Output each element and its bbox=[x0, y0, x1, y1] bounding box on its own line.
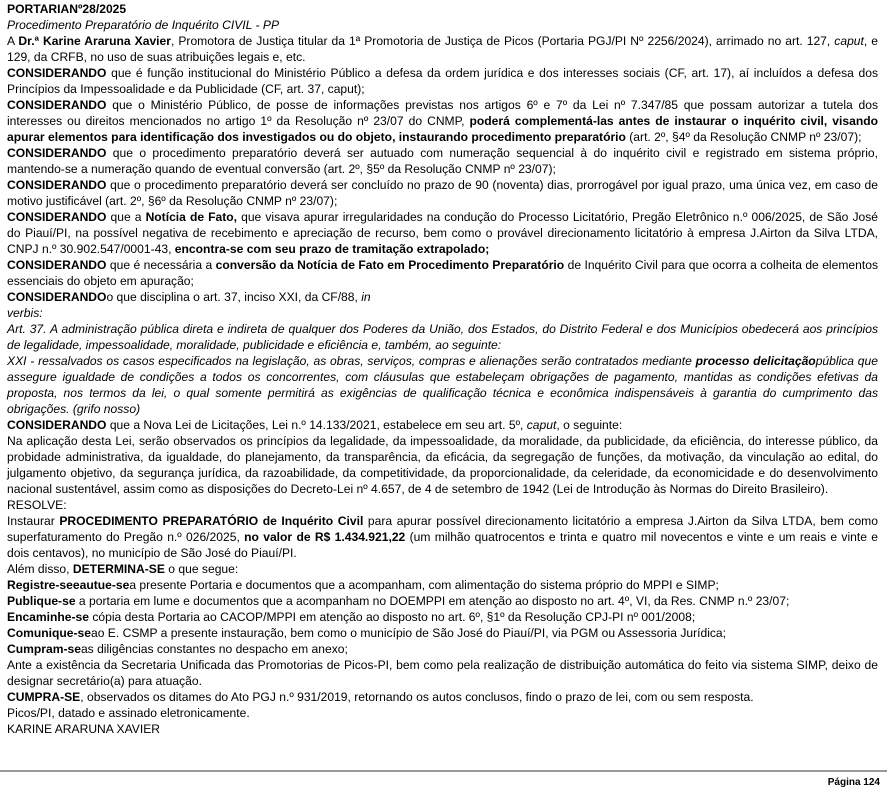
considerando-label: CONSIDERANDO bbox=[7, 98, 107, 112]
determinacao-4-text: ao E. CSMP a presente instauração, bem como o município de São José do Piauí/PI, via PGM ou Assessoria Jurídica; bbox=[91, 626, 727, 640]
considerando-5-a: que a bbox=[106, 210, 146, 224]
determinacao-7-bold: CUMPRA-SE bbox=[7, 690, 81, 704]
instaurar-c: (um milhão quatrocentos e trinta e quatro mil novecentos e vinte e um reais e vinte e dois centavos), no município de São José do Piauí/PI. bbox=[7, 530, 878, 560]
quote-art37: Art. 37. A administração pública direta e indireta de qualquer dos Poderes da União, dos Estados, do Distrito Federal e dos Municípios obedecerá aos princípios de legalidade, impessoalidade, moralidade, publicidade e eficiência e, também, ao seguinte: bbox=[7, 322, 878, 352]
considerando-2-a: que o Ministério Público, de posse de informações previstas nos artigos 6º e 7º da Lei nº 7.347/85 que possam autorizar a tutela dos interesses ou direitos mencionados no artigo 1º da Resolução nº 23/07 do CNMP, bbox=[7, 98, 878, 128]
considerando-6 bbox=[7, 257, 878, 289]
considerando-8 bbox=[7, 417, 878, 433]
determinacao-1-text: a presente Portaria e documentos que a acompanham, com alimentação do sistema próprio do MPPI e SIMP; bbox=[129, 578, 719, 592]
determinacao-3-bold: Encaminhe-se bbox=[7, 610, 89, 624]
verbis: verbis: bbox=[7, 306, 43, 320]
considerando-2 bbox=[7, 97, 878, 145]
considerando-label: CONSIDERANDO bbox=[7, 258, 107, 272]
quote-art5: Na aplicação desta Lei, serão observados os princípios da legalidade, da impessoalidade, da moralidade, da publicidade, da eficiência, do interesse público, da probidade administrativa, da igualdade, do planejamento, da transparência, da eficácia, da segregação de funções, da motivação, da vinculação ao edital, do julgamento objetivo, da segurança jurídica, da razoabilidade, da competitividade, da proporcionalidade, da celeridade, da economicidade e do desenvolvimento nacional sustentável, assim como as disposições do Decreto-Lei nº 4.657, de 4 de setembro de 1942 (Lei de Introdução às Normas do Direito Brasileiro). bbox=[7, 434, 878, 496]
determinacao-7 bbox=[7, 689, 878, 705]
considerando-4-text: que o procedimento preparatório deverá ser concluído no prazo de 90 (noventa) dias, prorrogável por igual prazo, uma única vez, em caso de motivo justificável (art. 2º, §6º da Resolução CNMP nº 23/07); bbox=[7, 178, 878, 208]
determinacao-5-text: as diligências constantes no despacho em anexo; bbox=[80, 642, 348, 656]
portaria-subtitle: Procedimento Preparatório de Inquérito CIVIL - PP bbox=[7, 18, 280, 32]
considerando-8-b: , o seguinte: bbox=[556, 418, 623, 432]
intro-b: , Promotora de Justiça titular da 1ª Promotoria de Justiça de Picos (Portaria PGJ/PI Nº 2256/2024), arrimado no art. 127, bbox=[170, 34, 835, 48]
alem-a: Além disso, bbox=[7, 562, 73, 576]
considerando-label: CONSIDERANDO bbox=[7, 66, 107, 80]
portaria-body bbox=[7, 1, 878, 737]
determinacao-2-bold: Publique-se bbox=[7, 594, 76, 608]
alem-bold: DETERMINA-SE bbox=[72, 562, 165, 576]
considerando-2-bold: poderá complementá-las antes de instaurar o inquérito civil, visando apurar elementos para identificação dos investigados ou do objeto, instaurando procedimento preparatório bbox=[7, 114, 878, 144]
considerando-label: CONSIDERANDO bbox=[7, 290, 107, 304]
considerando-label: CONSIDERANDO bbox=[7, 210, 107, 224]
considerando-6-bold: conversão da Notícia de Fato em Procedimento Preparatório bbox=[215, 258, 565, 272]
considerando-6-b: de Inquérito Civil para que ocorra a colheita de elementos essenciais do objeto em apuração; bbox=[7, 258, 878, 288]
considerando-7-a: o que disciplina o art. 37, inciso XXI, da CF/88, bbox=[106, 290, 362, 304]
considerando-label: CONSIDERANDO bbox=[7, 418, 107, 432]
determinacao-2-text: a portaria em lume e documentos que a acompanham no DOEMPPI em atenção ao disposto no art. 4º, VI, da Res. CNMP n.º 23/07; bbox=[75, 594, 790, 608]
determinacao-6: Ante a existência da Secretaria Unificada das Promotorias de Picos-PI, bem como pela realização de distribuição automática do feito via sistema SIMP, deixo de designar secretário(a) para atuação. bbox=[7, 658, 878, 688]
considerando-4 bbox=[7, 177, 878, 209]
portaria-title: PORTARIANº28/2025 bbox=[7, 2, 127, 16]
local-data: Picos/PI, datado e assinado eletronicamente. bbox=[7, 706, 250, 720]
considerando-1 bbox=[7, 65, 878, 97]
xxi-a: XXI - ressalvados os casos especificados na legislação, as obras, serviços, compras e alienações serão contratados mediante bbox=[7, 354, 696, 368]
xxi-b: pública que assegure igualdade de condições a todos os concorrentes, com cláusulas que estabeleçam obrigações de pagamento, mantidas as condições efetivas da proposta, nos termos da lei, o qual somente permitirá as exigências de qualificação técnica e econômica indispensáveis à garantia do cumprimento das obrigações. (grifo nosso) bbox=[7, 354, 878, 416]
determinacao-1-bold: Registre-seeautue-se bbox=[7, 578, 130, 592]
considerando-3 bbox=[7, 145, 878, 177]
xxi-bold: processo delicitação bbox=[695, 354, 816, 368]
considerando-5-bold1: Notícia de Fato, bbox=[145, 210, 238, 224]
determinacao-4-bold: Comunique-se bbox=[7, 626, 91, 640]
determinacao-2 bbox=[7, 593, 878, 609]
considerando-5 bbox=[7, 209, 878, 257]
determinacao-7-text: , observados os ditames do Ato PGJ n.º 931/2019, retornando os autos conclusos, findo o prazo de lei, com ou sem resposta. bbox=[80, 690, 754, 704]
determinacao-5 bbox=[7, 641, 878, 657]
instaurar-b: para apurar possível direcionamento licitatório a empresa J.Airton da Silva LTDA, bem como superfaturamento do Pregão n.º 026/2025, bbox=[7, 514, 878, 544]
considerando-5-b: que visava apurar irregularidades na condução do Processo Licitatório, Pregão Eletrônico n.º 006/2025, de São José do Piauí/PI, na possível negativa de recebimento e apreciação de recurso, bem como o provável direcionamento licitatório à empresa J.Airton da Silva LTDA, CNPJ n.º 30.902.547/0001-43, bbox=[7, 210, 879, 256]
resolve-heading: RESOLVE: bbox=[7, 498, 67, 512]
considerando-label: CONSIDERANDO bbox=[7, 146, 107, 160]
alem-paragraph bbox=[7, 561, 878, 577]
considerando-5-bold2: encontra-se com seu prazo de tramitação extrapolado; bbox=[174, 242, 490, 256]
quote-xxi bbox=[7, 353, 878, 417]
page-footer bbox=[0, 770, 887, 795]
considerando-8-a: que a Nova Lei de Licitações, Lei n.º 14.133/2021, estabelece em seu art. 5º, bbox=[106, 418, 527, 432]
determinacao-3 bbox=[7, 609, 878, 625]
determinacao-5-bold: Cumpram-se bbox=[7, 642, 81, 656]
intro-c: , e 129, da CRFB, no uso de suas atribuições legais e, etc. bbox=[7, 34, 878, 64]
considerando-7-in: in bbox=[361, 290, 371, 304]
intro-a: A bbox=[7, 34, 19, 48]
instaurar-value: no valor de R$ 1.434.921,22 bbox=[244, 530, 406, 544]
intro-caput: caput bbox=[834, 34, 864, 48]
determinacao-4 bbox=[7, 625, 878, 641]
considerando-7 bbox=[7, 289, 878, 305]
page-number: Página 124 bbox=[827, 777, 880, 788]
considerando-label: CONSIDERANDO bbox=[7, 178, 107, 192]
considerando-8-caput: caput bbox=[526, 418, 557, 432]
considerando-3-text: que o procedimento preparatório deverá ser autuado com numeração sequencial à do inquérito civil e registrado em sistema próprio, mantendo-se a numeração quando de eventual conversão (art. 2º, §5º da Resolução CNMP nº 23/07); bbox=[7, 146, 878, 176]
instaurar-paragraph bbox=[7, 513, 878, 561]
considerando-2-b: (art. 2º, §4º da Resolução CNMP nº 23/07); bbox=[625, 130, 862, 144]
intro-paragraph bbox=[7, 33, 878, 65]
determinacao-1 bbox=[7, 577, 878, 593]
determinacao-3-text: cópia desta Portaria ao CACOP/MPPI em atenção ao disposto no art. 6º, §1º da Resolução CPJ-PI nº 001/2008; bbox=[89, 610, 696, 624]
instaurar-a: Instaurar bbox=[7, 514, 60, 528]
considerando-6-a: que é necessária a bbox=[106, 258, 216, 272]
instaurar-bold1: PROCEDIMENTO PREPARATÓRIO de Inquérito Civil bbox=[59, 514, 364, 528]
promotor-name: Dr.ª Karine Araruna Xavier bbox=[18, 34, 171, 48]
considerando-1-text: que é função institucional do Ministério Público a defesa da ordem jurídica e dos interesses sociais (CF, art. 17), aí incluídos a defesa dos Princípios da Impessoalidade e da Publicidade (CF, art. 37, caput); bbox=[7, 66, 878, 96]
signature-name: KARINE ARARUNA XAVIER bbox=[7, 722, 161, 736]
alem-b: o que segue: bbox=[164, 562, 239, 576]
